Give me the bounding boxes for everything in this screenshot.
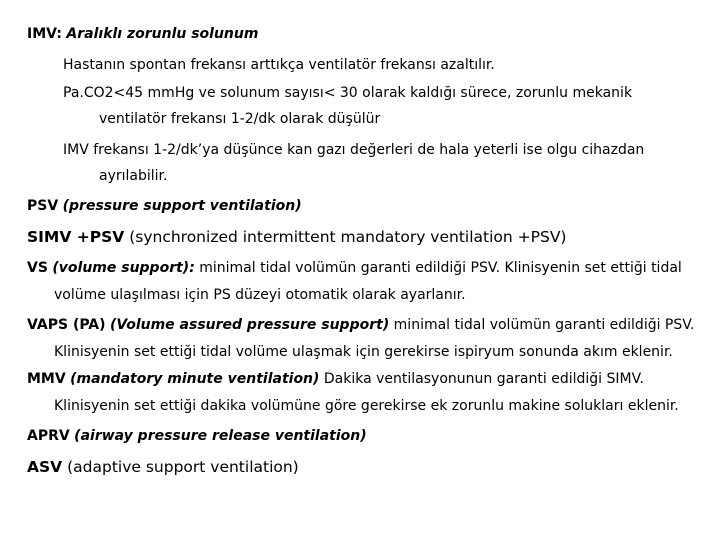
asv-term: ASV [27, 458, 63, 476]
imv-bullet-2-cont: ventilatör frekansı 1-2/dk olarak düşülür [99, 111, 381, 127]
simv-desc: (synchronized intermittent mandatory ventilation +PSV) [129, 228, 567, 246]
imv-bullet-3-cont: ayrılabilir. [99, 168, 168, 184]
imv-term: IMV: [27, 26, 62, 42]
psv-desc: (pressure support ventilation) [62, 198, 302, 214]
vaps-paren: (Volume assured pressure support) [110, 317, 390, 333]
vs-line [27, 259, 682, 277]
psv-line [27, 197, 302, 215]
mmv-desc: Dakika ventilasyonunun garanti edildiği SIMV. [323, 371, 644, 387]
aprv-paren: (airway pressure release ventilation) [74, 428, 367, 444]
vaps-desc-cont: Klinisyenin set ettiği tidal volüme ulaşmak için gerekirse ispiryum sonunda akım eklenir. [54, 344, 673, 360]
vs-paren: (volume support): [52, 260, 195, 276]
psv-term: PSV [27, 198, 59, 214]
vs-desc: minimal tidal volümün garanti edildiği PSV. Klinisyenin set ettiği tidal [199, 260, 682, 276]
imv-bullet-3: IMV frekansı 1-2/dk’ya düşünce kan gazı değerleri de hala yeterli ise olgu cihazdan [63, 142, 645, 158]
imv-heading-text: Aralıklı zorunlu solunum [66, 26, 259, 42]
vaps-desc: minimal tidal volümün garanti edildiği PSV. [393, 317, 695, 333]
simv-term: SIMV +PSV [27, 228, 125, 246]
imv-bullet-1: Hastanın spontan frekansı arttıkça ventilatör frekansı azaltılır. [63, 57, 495, 73]
vaps-line [27, 316, 695, 334]
vs-term: VS [27, 260, 48, 276]
vs-desc-cont: volüme ulaşılması için PS düzeyi otomatik olarak ayarlanır. [54, 287, 466, 303]
asv-line [27, 458, 299, 476]
mmv-paren: (mandatory minute ventilation) [70, 371, 320, 387]
mmv-term: MMV [27, 371, 66, 387]
imv-bullet-2: Pa.CO2<45 mmHg ve solunum sayısı< 30 olarak kaldığı sürece, zorunlu mekanik [63, 85, 633, 101]
aprv-line [27, 427, 367, 445]
aprv-term: APRV [27, 428, 70, 444]
asv-desc: (adaptive support ventilation) [67, 458, 299, 476]
mmv-line [27, 370, 644, 388]
vaps-term: VAPS (PA) [27, 317, 106, 333]
imv-heading [27, 25, 258, 43]
simv-line [27, 228, 566, 246]
mmv-desc-cont: Klinisyenin set ettiği dakika volümüne göre gerekirse ek zorunlu makine solukları eklenir. [54, 398, 679, 414]
